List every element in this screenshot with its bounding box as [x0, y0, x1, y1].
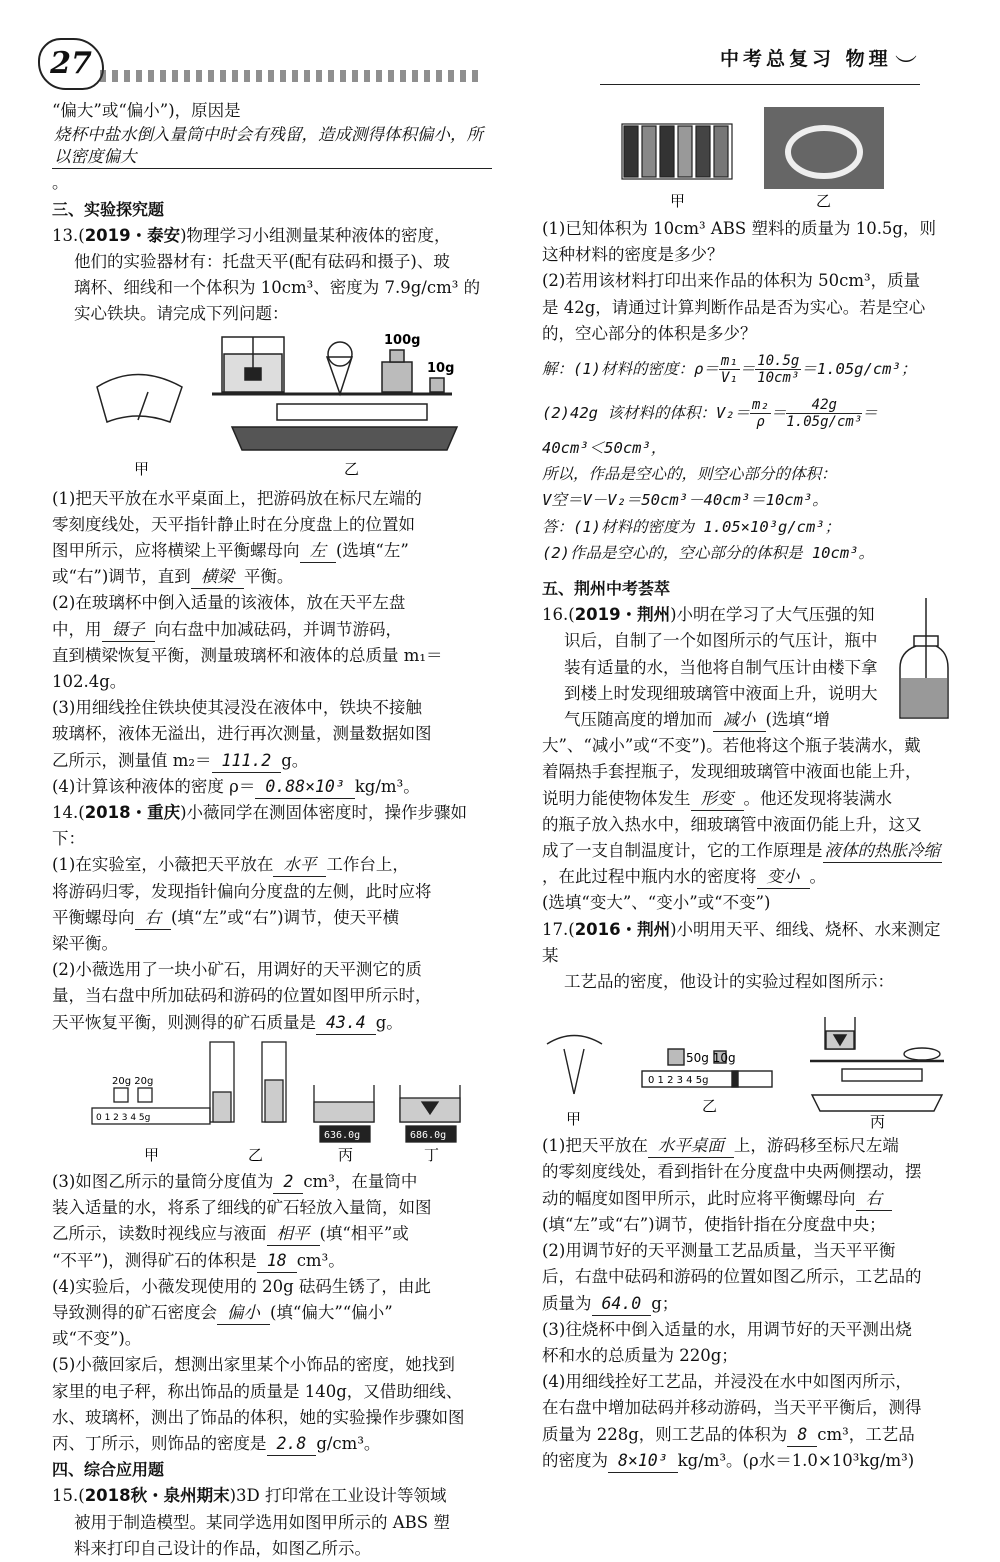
q17-p1: (1)把天平放在 水平桌面 上，游码移至标尺左端 [542, 1133, 954, 1159]
q13-p1: 或“右”)调节，直到 横梁 平衡。 [52, 564, 492, 590]
q16-text: 大”、“减小”或“不变”)。若他将这个瓶子装满水，戴 [542, 736, 921, 756]
q16-text: 着隔热手套捏瓶子，发现细玻璃管中液面也能上升， [542, 762, 922, 782]
answer: 形变 [691, 788, 744, 811]
header-rule [600, 84, 920, 85]
q15-p2: 的，空心部分的体积是多少？ [542, 323, 757, 343]
caption: 乙 [248, 1145, 264, 1164]
q17-text: 工艺品的密度，他设计的实验过程如图所示： [564, 972, 894, 992]
q17-p2: 后，右盘中砝码和游码的位置如图乙所示，工艺品的 [542, 1267, 922, 1287]
balance-figure [212, 337, 457, 450]
q16-intro: 16.(2019・荆州)小明在学习了大气压强的知 [542, 605, 875, 625]
answer: 右 [135, 907, 172, 930]
q13-p2: 中，用 镊子 向右盘中加减砝码，并调节游码， [52, 617, 492, 643]
q13-text: 璃杯、细线和一个体积为 10cm³、密度为 7.9g/cm³ 的 [74, 278, 481, 298]
q17-p2: 质量为 64.0 g； [542, 1291, 954, 1317]
header-dots [100, 70, 480, 82]
q13-p2: (2)在玻璃杯中倒入适量的该液体，放在天平左盘 [52, 593, 406, 613]
q14-p5: 家里的电子秤，称出饰品的质量是 140g，又借助细线、 [52, 1381, 463, 1401]
right-column [542, 98, 954, 1474]
q14-p2: 天平恢复平衡，则测得的矿石质量是 43.4 g。 [52, 1010, 492, 1036]
q13-p1: 零刻度线处，天平指针静止时在分度盘上的位置如 [52, 514, 415, 534]
q15-text: 料来打印自己设计的作品，如图乙所示。 [74, 1538, 371, 1558]
q16-text: 识后，自制了一个如图所示的气压计，瓶中 [564, 631, 878, 651]
q16-text: 气压随高度的增加而 减小 (选填“增 [542, 707, 954, 733]
caption: 乙 [816, 192, 832, 210]
q13-p1: (1)把天平放在水平桌面上，把游码放在标尺左端的 [52, 488, 422, 508]
barometer-bottle-figure [894, 596, 954, 726]
caption: 甲 [134, 459, 150, 478]
q14-intro: 14.(2018・重庆)小薇同学在测固体密度时，操作步骤如下： [52, 803, 468, 849]
answer: 2 [273, 1171, 303, 1194]
filament-spools [622, 124, 732, 179]
q14-p2: (2)小薇选用了一块小矿石，用调好的天平测它的质 [52, 960, 422, 980]
cont-line: “偏大”或“偏小”)，原因是 烧杯中盐水倒入量筒中时会有残留，造成测得体积偏小，所以密度偏大。 [52, 98, 492, 197]
q13-p3: 乙所示，测量值 m₂＝ 111.2 g。 [52, 748, 492, 774]
q14-p3: 乙所示，读数时视线应与液面 相平 (填“相平”或 [52, 1221, 492, 1247]
answer: 右 [856, 1188, 893, 1211]
caption: 甲 [670, 192, 686, 210]
q16-text: 装有适量的水，当他将自制气压计由楼下拿 [564, 657, 878, 677]
q14-p4: 或“不变”)。 [52, 1329, 142, 1349]
q14-p4: (4)实验后，小薇发现使用的 20g 砝码生锈了，由此 [52, 1276, 431, 1296]
weight-100g: 100g [384, 332, 421, 348]
q14-p1: 平衡螺母向 右 (填“左”或“右”)调节，使天平横 [52, 905, 492, 931]
solution-2: (2)42g 该材料的体积：V₂＝ $\frac{\text{m₂}}{\rho}$ ＝ $\frac{42g}{\text{1.05g/cm³}}$ ＝ [542, 397, 878, 431]
q14-figure [52, 1040, 472, 1165]
scale-label: 0 1 2 3 4 5g [648, 1075, 709, 1087]
caption: 乙 [344, 459, 360, 478]
caption: 乙 [702, 1097, 718, 1116]
answer: 减小 [713, 709, 766, 732]
q13-p2: 102.4g。 [52, 672, 127, 692]
q13-p3: 玻璃杯，液体无溢出，进行再次测量，测量数据如图 [52, 724, 432, 744]
q17-p4: (4)用细线拴好工艺品，并浸没在水中如图丙所示， [542, 1372, 912, 1392]
q15-p1: 这种材料的密度是多少？ [542, 245, 724, 265]
q15-intro: 15.(2018秋・泉州期末)3D 打印常在工业设计等领域 [52, 1486, 447, 1506]
q17-p4: 的密度为 8×10³ kg/m³。(ρ水＝1.0×10³kg/m³) [542, 1448, 954, 1474]
q17-p4: 质量为 228g，则工艺品的体积为 8 cm³，工艺品 [542, 1422, 954, 1448]
solution-3: 40cm³＜50cm³， [542, 439, 667, 458]
solution-1: 解：(1)材料的密度：ρ＝ $\frac{\text{m₁}}{\text{V₁}}$ ＝ $\frac{10.5g}{\text{10cm³}}$ ＝1.05g/cm³； [542, 353, 917, 387]
q17-p2: (2)用调节好的天平测量工艺品质量，当天平平衡 [542, 1241, 896, 1261]
q17-p3: 杯和水的总质量为 220g； [542, 1345, 738, 1365]
answer: 8×10³ [608, 1450, 678, 1473]
bird-icon: ︶ [895, 55, 918, 80]
q13-p4: (4)计算该种液体的密度 ρ＝ 0.88×10³ kg/m³。 [52, 774, 492, 800]
caption: 丙 [338, 1145, 354, 1164]
answer: 变小 [757, 866, 810, 889]
q13-figure [52, 332, 472, 482]
q15-figure [542, 102, 942, 212]
dial-figure [97, 374, 182, 422]
weights-label: 50g 10g [686, 1051, 736, 1066]
answer: 0.88×10³ [255, 776, 354, 799]
q17-p4: 在右盘中增加砝码并移动游码，当天平平衡后，测得 [542, 1398, 922, 1418]
q14-p3: “不平”)，测得矿石的体积是 18 cm³。 [52, 1248, 492, 1274]
answer: 水平桌面 [648, 1135, 734, 1158]
q13-intro: 13.(2019・泰安)物理学习小组测量某种液体的密度， [52, 225, 451, 245]
answer: 烧杯中盐水倒入量筒中时会有残留，造成测得体积偏小，所以密度偏大 [52, 124, 492, 169]
q16-text: (选填“变大”、“变小”或“不变”) [542, 893, 771, 913]
answer: 111.2 [212, 750, 282, 773]
solution-7: (2)作品是空心的，空心部分的体积是 10cm³。 [542, 543, 874, 562]
q15-p2: (2)若用该材料打印出来作品的体积为 50cm³，质量 [542, 271, 921, 291]
q15-p2: 是 42g，请通过计算判断作品是否为实心。若是空心 [542, 297, 926, 317]
scale-label: 0 1 2 3 4 5g [96, 1112, 151, 1123]
q16-text: 的瓶子放入热水中，细玻璃管中液面仍能上升，这又 [542, 814, 922, 834]
q16-text: 说明力能使物体发生 形变 。他还发现将装满水 [542, 786, 954, 812]
solution-4: 所以，作品是空心的，则空心部分的体积： [542, 465, 837, 484]
q16-text: 到楼上时发现细玻璃管中液面上升，说明大 [564, 683, 878, 703]
section-4: 四、综合应用题 [52, 1460, 165, 1480]
q15-text: 被用于制造模型。某同学选用如图甲所示的 ABS 塑 [74, 1512, 450, 1532]
answer: 水平 [273, 854, 326, 877]
answer: 镊子 [102, 619, 155, 642]
caption: 丁 [424, 1145, 440, 1164]
q17-figure [542, 999, 952, 1129]
answer: 横梁 [191, 566, 244, 589]
q14-p3: (3)如图乙所示的量筒分度值为 2 cm³，在量筒中 [52, 1169, 492, 1195]
caption: 丙 [870, 1113, 886, 1130]
answer: 18 [257, 1250, 297, 1273]
answer: 8 [787, 1424, 817, 1447]
q13-text: 他们的实验器材有：托盘天平(配有砝码和摄子)、玻 [74, 252, 450, 272]
q13-text: 实心铁块。请完成下列问题： [74, 304, 289, 324]
q16-text: 成了一支自制温度计，它的工作原理是 液体的热胀冷缩，在此过程中瓶内水的密度将 变小 。 [542, 838, 954, 890]
header-title: 中考总复习 物理 [720, 48, 892, 70]
q13-p3: (3)用细线拴住铁块使其浸没在液体中，铁块不接触 [52, 698, 422, 718]
q14-p4: 导致测得的矿石密度会 偏小 (填“偏大”“偏小” [52, 1300, 492, 1326]
q14-p5: (5)小薇回家后，想测出家里某个小饰品的密度，她找到 [52, 1355, 455, 1375]
caption: 甲 [566, 1110, 582, 1129]
section-3: 三、实验探究题 [52, 199, 165, 219]
q14-p2: 量，当右盘中所加砝码和游码的位置如图甲所示时， [52, 986, 432, 1006]
answer: 偏小 [217, 1302, 270, 1325]
q14-p5: 水、玻璃杯，测出了饰品的体积，她的实验操作步骤如图 [52, 1407, 465, 1427]
answer: 相平 [267, 1223, 320, 1246]
q13-p1: 图甲所示，应将横梁上平衡螺母向 左 (选填“左” [52, 538, 492, 564]
q15-p1: (1)已知体积为 10cm³ ABS 塑料的质量为 10.5g，则 [542, 219, 936, 238]
q17-p1: 动的幅度如图甲所示，此时应将平衡螺母向 右 [542, 1186, 954, 1212]
answer: 2.8 [267, 1433, 317, 1456]
q13-p2: 直到横梁恢复平衡，测量玻璃杯和液体的总质量 m₁＝ [52, 645, 443, 665]
scale-reading: 636.0g [324, 1129, 361, 1141]
weight-10g: 10g [427, 360, 455, 376]
answer: 左 [300, 540, 337, 563]
q14-p3: 装入适量的水，将系了细线的矿石轻放入量筒，如图 [52, 1198, 432, 1218]
left-column [52, 98, 492, 1562]
answer: 液体的热胀冷缩 [823, 840, 943, 863]
q17-p1: (填“左”或“右”)调节，使指针指在分度盘中央； [542, 1214, 886, 1234]
caption: 甲 [144, 1145, 160, 1164]
q14-p1: 将游码归零，发现指针偏向分度盘的左侧，此时应将 [52, 881, 432, 901]
answer: 64.0 [592, 1293, 652, 1316]
section-5: 五、荆州中考荟萃 [542, 579, 671, 599]
q17-p1: 的零刻度线处，看到指针在分度盘中央两侧摆动，摆 [542, 1162, 922, 1182]
page-number: 27 [38, 38, 104, 90]
q17-p3: (3)往烧杯中倒入适量的水，用调节好的天平测出烧 [542, 1319, 912, 1339]
scale-reading: 686.0g [410, 1129, 447, 1141]
solution-5: V空＝V－V₂＝50cm³－40cm³＝10cm³。 [542, 491, 828, 510]
weights-label: 20g 20g [112, 1075, 154, 1087]
answer: 43.4 [316, 1012, 376, 1035]
q17-intro: 17.(2016・荆州)小明用天平、细线、烧杯、水来测定某 [542, 919, 941, 965]
q14-p1: (1)在实验室，小薇把天平放在 水平 工作台上， [52, 852, 492, 878]
solution-6: 答：(1)材料的密度为 1.05×10³g/cm³； [542, 517, 841, 536]
q14-p5: 丙、丁所示，则饰品的密度是 2.8 g/cm³。 [52, 1431, 492, 1457]
q14-p1: 梁平衡。 [52, 934, 118, 954]
